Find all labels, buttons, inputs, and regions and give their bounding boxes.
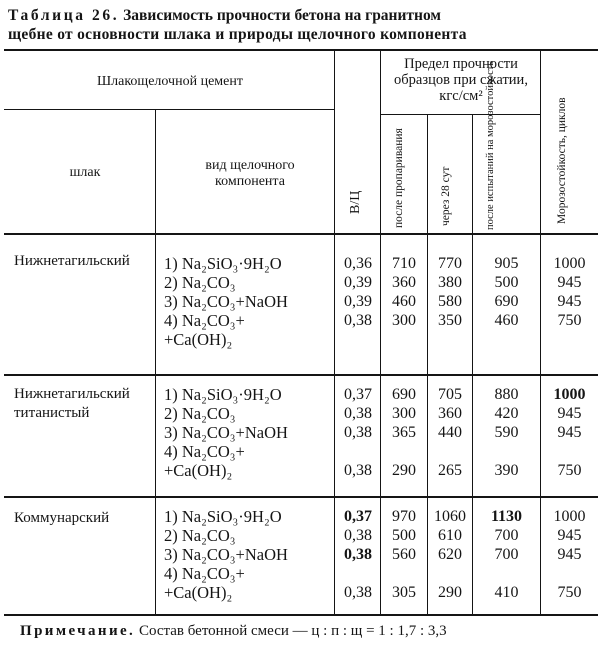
frost-cell: 750 [557,584,582,601]
rule-group2-bottom [4,496,598,498]
value-cell: 610 [438,527,462,544]
frost-cell: 945 [557,274,582,291]
value-cell: 710 [392,255,416,272]
value-cell: 1060 [434,508,466,525]
wc-cell: 0,36 [344,255,372,272]
header-after-tests: после испытаний на морозостойкость [485,60,496,230]
frost-cell: 945 [557,405,582,422]
value-cell: 300 [392,312,416,329]
value-cell: 290 [392,462,416,479]
rule-header-bottom [4,233,598,235]
wc-cell: 0,38 [344,312,372,329]
component-cell: 3) Na₂CO₃+NaOH [164,423,288,442]
frost-cell: 945 [557,424,582,441]
value-cell: 305 [392,584,416,601]
header-wc: В/Ц [348,190,363,214]
rule-top [4,49,598,51]
value-cell: 700 [494,527,519,544]
component-cell: 4) Na₂CO₃+ +Ca(OH)₂ [164,442,245,480]
value-cell: 420 [494,405,519,422]
title-bold: Зависимость прочности [123,7,291,24]
value-cell: 690 [494,293,519,310]
component-cell: 1) Na₂SiO₃·9H₂O [164,385,282,404]
header-frost: Морозостойкость, циклов [556,97,568,224]
rule-bottom [4,614,598,616]
note-label: Примечание. [20,623,136,639]
value-cell: 460 [494,312,519,329]
table-note [20,622,447,640]
rule-strength-under [380,114,540,115]
component-cell: 4) Na₂CO₃+ +Ca(OH)₂ [164,311,245,349]
value-cell: 380 [438,274,462,291]
wc-cell: 0,37 [344,386,372,403]
value-cell: 905 [494,255,519,272]
wc-cell: 0,39 [344,293,372,310]
value-cell: 705 [438,386,462,403]
value-cell: 700 [494,546,519,563]
header-steam: после пропаривания [393,128,405,228]
wc-cell: 0,37 [344,508,372,525]
header-strength: Предел прочности образцов при сжатии, кгс/см² [394,56,528,104]
table-title [8,6,596,44]
frost-cell: 1000 [553,386,586,403]
component-cell: 2) Na₂CO₃ [164,273,236,292]
value-cell: 880 [494,386,519,403]
component-cell: 4) Na₂CO₃+ +Ca(OH)₂ [164,564,245,602]
header-28days: через 28 сут [440,166,452,226]
frost-cell: 1000 [553,255,586,272]
component-cell: 2) Na₂CO₃ [164,404,236,423]
component-cell: 3) Na₂CO₃+NaOH [164,545,288,564]
header-component: вид щелочного компонента [205,158,295,189]
value-cell: 580 [438,293,462,310]
header-cement: Шлакощелочной цемент [97,74,243,89]
frost-cell: 945 [557,293,582,310]
vrule-slag [155,110,156,614]
wc-cell: 0,38 [344,546,372,563]
value-cell: 500 [392,527,416,544]
header-slag: шлак [69,165,101,180]
frost-cell: 750 [557,312,582,329]
wc-cell: 0,38 [344,584,372,601]
rule-cement-under [4,109,334,110]
wc-cell: 0,38 [344,527,372,544]
slag-name: Нижнетагильский титанистый [14,386,130,421]
value-cell: 460 [392,293,416,310]
value-cell: 300 [392,405,416,422]
value-cell: 360 [392,274,416,291]
frost-cell: 945 [557,546,582,563]
value-cell: 350 [438,312,462,329]
value-cell: 500 [494,274,519,291]
value-cell: 365 [392,424,416,441]
value-cell: 290 [438,584,462,601]
title-rest: бетона на гранитном [290,7,441,24]
frost-cell: 750 [557,462,582,479]
value-cell: 770 [438,255,462,272]
value-cell: 970 [392,508,416,525]
title-line2: щебне от основности шлака и природы щелочного компонента [8,26,467,43]
component-cell: 3) Na₂CO₃+NaOH [164,292,288,311]
table-number: Таблица 26. [8,7,120,24]
slag-name: Коммунарский [14,510,110,526]
value-cell: 560 [392,546,416,563]
rule-group1-bottom [4,374,598,376]
wc-cell: 0,38 [344,462,372,479]
note-text: Состав бетонной смеси — ц : п : щ = 1 : 1,7 : 3,3 [138,623,447,639]
component-cell: 1) Na₂SiO₃·9H₂O [164,254,282,273]
frost-cell: 945 [557,527,582,544]
frost-cell: 1000 [553,508,586,525]
value-cell: 390 [494,462,519,479]
value-cell: 410 [494,584,519,601]
wc-cell: 0,38 [344,405,372,422]
value-cell: 620 [438,546,462,563]
slag-name: Нижнетагильский [14,253,130,269]
value-cell: 690 [392,386,416,403]
value-cell: 1130 [490,508,523,525]
component-cell: 1) Na₂SiO₃·9H₂O [164,507,282,526]
component-cell: 2) Na₂CO₃ [164,526,236,545]
value-cell: 590 [494,424,519,441]
value-cell: 440 [438,424,462,441]
value-cell: 360 [438,405,462,422]
wc-cell: 0,39 [344,274,372,291]
wc-cell: 0,38 [344,424,372,441]
value-cell: 265 [438,462,462,479]
